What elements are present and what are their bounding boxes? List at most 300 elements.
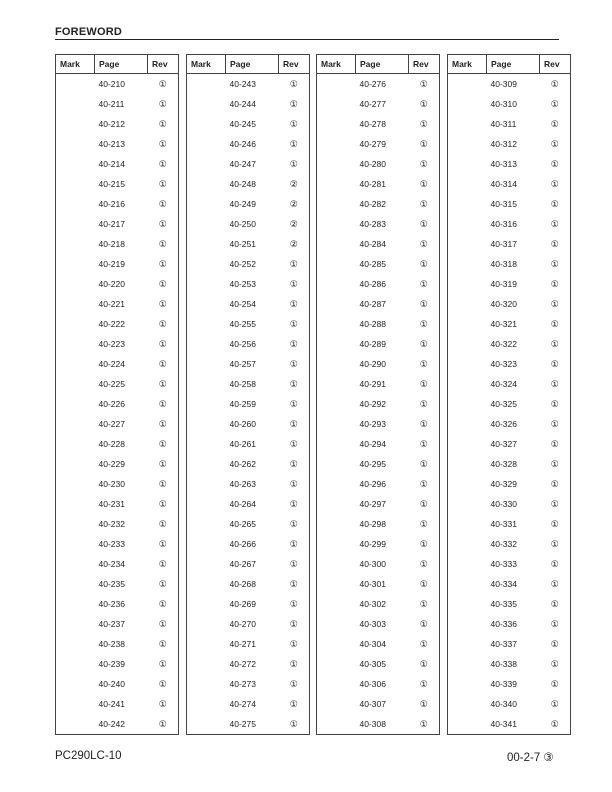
page-cell: 40-216 [98, 199, 125, 209]
page-cell: 40-320 [490, 299, 517, 309]
rev-cell: ① [540, 334, 571, 354]
mark-cell [187, 614, 226, 634]
table-row [56, 114, 179, 134]
mark-cell [317, 654, 356, 674]
rev-cell: ① [279, 714, 310, 735]
table-row [56, 394, 179, 414]
mark-cell [448, 254, 487, 274]
rev-cell: ① [148, 474, 179, 494]
mark-cell [56, 534, 95, 554]
mark-cell [317, 274, 356, 294]
table-row [187, 554, 310, 574]
footer-page-number: 00-2-7 ③ [507, 752, 554, 764]
page-cell: 40-262 [229, 459, 256, 469]
page-cell: 40-316 [490, 219, 517, 229]
page-cell: 40-323 [490, 359, 517, 369]
mark-cell [187, 274, 226, 294]
mark-cell [317, 474, 356, 494]
rev-cell: ① [540, 294, 571, 314]
table-header-row [448, 55, 571, 74]
mark-cell [187, 654, 226, 674]
table-row [317, 574, 440, 594]
mark-cell [56, 294, 95, 314]
table-row [448, 534, 571, 554]
rev-cell: ① [540, 594, 571, 614]
table-row [448, 714, 571, 735]
rev-cell: ① [540, 494, 571, 514]
rev-cell: ① [148, 714, 179, 735]
rev-cell: ① [279, 574, 310, 594]
page-cell: 40-228 [98, 439, 125, 449]
rev-cell: ① [540, 254, 571, 274]
mark-cell [448, 274, 487, 294]
rev-cell: ① [148, 154, 179, 174]
mark-cell [317, 114, 356, 134]
mark-cell [187, 494, 226, 514]
mark-cell [187, 254, 226, 274]
mark-cell [317, 374, 356, 394]
rev-cell: ① [148, 234, 179, 254]
mark-cell [56, 274, 95, 294]
table-row [56, 594, 179, 614]
mark-cell [317, 694, 356, 714]
page-cell: 40-261 [229, 439, 256, 449]
rev-cell: ① [279, 374, 310, 394]
table-row [187, 394, 310, 414]
rev-cell: ① [540, 214, 571, 234]
rev-cell: ① [540, 194, 571, 214]
table-row [448, 454, 571, 474]
mark-cell [56, 94, 95, 114]
table-row [56, 274, 179, 294]
page-cell: 40-214 [98, 159, 125, 169]
mark-cell [187, 394, 226, 414]
rev-cell: ① [148, 574, 179, 594]
table-row [56, 334, 179, 354]
page-cell: 40-289 [359, 339, 386, 349]
page-cell: 40-279 [359, 139, 386, 149]
table-row [448, 214, 571, 234]
page-cell: 40-231 [98, 499, 125, 509]
table-row [56, 654, 179, 674]
page-cell: 40-325 [490, 399, 517, 409]
mark-cell [448, 474, 487, 494]
page-cell: 40-278 [359, 119, 386, 129]
page-cell: 40-222 [98, 319, 125, 329]
rev-cell: ① [148, 454, 179, 474]
table-row [448, 194, 571, 214]
table-row [187, 234, 310, 254]
rev-cell: ① [409, 434, 440, 454]
mark-cell [448, 514, 487, 534]
rev-cell: ① [279, 134, 310, 154]
page-cell: 40-274 [229, 699, 256, 709]
mark-cell [187, 634, 226, 654]
rev-cell: ① [409, 354, 440, 374]
table-row [187, 174, 310, 194]
mark-cell [317, 254, 356, 274]
mark-cell [317, 614, 356, 634]
table-row [56, 634, 179, 654]
mark-cell [448, 214, 487, 234]
mark-cell [448, 194, 487, 214]
mark-cell [317, 134, 356, 154]
mark-cell [56, 434, 95, 454]
rev-cell: ① [540, 714, 571, 735]
rev-cell: ① [148, 494, 179, 514]
page-cell: 40-239 [98, 659, 125, 669]
mark-cell [448, 314, 487, 334]
mark-cell [317, 314, 356, 334]
page-cell: 40-226 [98, 399, 125, 409]
mark-cell [56, 234, 95, 254]
page-cell: 40-333 [490, 559, 517, 569]
rev-cell: ① [148, 594, 179, 614]
table-row [317, 554, 440, 574]
page-cell: 40-332 [490, 539, 517, 549]
page-cell: 40-328 [490, 459, 517, 469]
page-cell: 40-291 [359, 379, 386, 389]
mark-cell [187, 714, 226, 735]
rev-cell: ① [540, 354, 571, 374]
rev-cell: ① [409, 374, 440, 394]
rev-cell: ① [279, 314, 310, 334]
rev-cell: ① [540, 274, 571, 294]
rev-cell: ① [148, 294, 179, 314]
mark-cell [317, 574, 356, 594]
page-cell: 40-242 [95, 714, 148, 735]
page-cell: 40-248 [229, 179, 256, 189]
header-page: Page [226, 55, 279, 74]
header-page: Page [356, 55, 409, 74]
table-row [448, 74, 571, 95]
page-cell: 40-272 [229, 659, 256, 669]
page-cell: 40-336 [490, 619, 517, 629]
revision-table-1 [55, 54, 179, 735]
page-cell: 40-341 [487, 714, 540, 735]
mark-cell [187, 234, 226, 254]
rev-cell: ① [279, 694, 310, 714]
page-cell: 40-268 [229, 579, 256, 589]
table-row [448, 154, 571, 174]
rev-cell: ① [409, 154, 440, 174]
mark-cell [448, 674, 487, 694]
mark-cell [317, 334, 356, 354]
mark-cell [317, 454, 356, 474]
page-cell: 40-270 [229, 619, 256, 629]
rev-cell: ① [409, 514, 440, 534]
mark-cell [448, 434, 487, 454]
page-cell: 40-302 [359, 599, 386, 609]
rev-cell: ① [279, 534, 310, 554]
table-header-row [187, 55, 310, 74]
page-cell: 40-337 [490, 639, 517, 649]
rev-cell: ① [279, 654, 310, 674]
mark-cell [317, 594, 356, 614]
page-cell: 40-259 [229, 399, 256, 409]
table-row [56, 194, 179, 214]
rev-cell: ① [148, 414, 179, 434]
page-cell: 40-326 [490, 419, 517, 429]
table-row [317, 294, 440, 314]
page-cell: 40-293 [359, 419, 386, 429]
mark-cell [56, 134, 95, 154]
rev-cell: ① [409, 714, 440, 735]
rev-cell: ① [279, 434, 310, 454]
table-row [56, 254, 179, 274]
mark-cell [448, 614, 487, 634]
rev-cell: ① [148, 334, 179, 354]
mark-cell [317, 714, 356, 735]
header-mark: Mark [56, 55, 95, 74]
rev-cell: ① [409, 334, 440, 354]
mark-cell [56, 674, 95, 694]
rev-cell: ① [409, 234, 440, 254]
page-cell: 40-237 [98, 619, 125, 629]
mark-cell [448, 654, 487, 674]
table-row [56, 354, 179, 374]
page-cell: 40-288 [359, 319, 386, 329]
table-row [187, 634, 310, 654]
page-cell: 40-315 [490, 199, 517, 209]
table-row [448, 274, 571, 294]
footer-model: PC290LC-10 [55, 750, 122, 762]
rev-cell: ① [409, 74, 440, 95]
page-cell: 40-221 [98, 299, 125, 309]
page-cell: 40-213 [98, 139, 125, 149]
mark-cell [56, 334, 95, 354]
table-row [317, 194, 440, 214]
table-row [448, 374, 571, 394]
page-cell: 40-260 [229, 419, 256, 429]
table-row [317, 454, 440, 474]
mark-cell [56, 614, 95, 634]
table-row [317, 634, 440, 654]
rev-cell: ① [409, 554, 440, 574]
mark-cell [56, 594, 95, 614]
table-row [448, 594, 571, 614]
mark-cell [448, 234, 487, 254]
mark-cell [56, 254, 95, 274]
table-row [187, 214, 310, 234]
page-cell: 40-277 [359, 99, 386, 109]
table-row [448, 314, 571, 334]
rev-cell: ① [540, 474, 571, 494]
rev-cell: ① [540, 634, 571, 654]
table-row [448, 294, 571, 314]
page-cell: 40-244 [229, 99, 256, 109]
mark-cell [448, 714, 487, 735]
mark-cell [187, 354, 226, 374]
table-row [56, 314, 179, 334]
table-row [448, 254, 571, 274]
page-cell: 40-251 [229, 239, 256, 249]
table-row [317, 154, 440, 174]
rev-cell: ① [279, 94, 310, 114]
table-row [317, 374, 440, 394]
table-row [448, 674, 571, 694]
header-mark: Mark [317, 55, 356, 74]
table-row [187, 254, 310, 274]
page-cell: 40-327 [490, 439, 517, 449]
page-cell: 40-334 [490, 579, 517, 589]
table-row [187, 454, 310, 474]
table-row [187, 694, 310, 714]
rev-cell: ① [279, 674, 310, 694]
page-cell: 40-338 [490, 659, 517, 669]
page-cell: 40-318 [490, 259, 517, 269]
page-cell: 40-280 [359, 159, 386, 169]
mark-cell [317, 234, 356, 254]
mark-cell [187, 154, 226, 174]
header-mark: Mark [448, 55, 487, 74]
mark-cell [317, 294, 356, 314]
table-row [448, 514, 571, 534]
rev-cell: ① [409, 474, 440, 494]
mark-cell [56, 394, 95, 414]
table-row [187, 374, 310, 394]
page-cell: 40-304 [359, 639, 386, 649]
mark-cell [56, 454, 95, 474]
table-row [448, 434, 571, 454]
page-cell: 40-252 [229, 259, 256, 269]
table-row [187, 134, 310, 154]
page-cell: 40-218 [98, 239, 125, 249]
table-row [56, 174, 179, 194]
table-row [56, 214, 179, 234]
table-row [317, 174, 440, 194]
table-row [317, 714, 440, 735]
table-row [448, 634, 571, 654]
mark-cell [448, 594, 487, 614]
page-cell: 40-340 [490, 699, 517, 709]
page-cell: 40-212 [98, 119, 125, 129]
table-row [317, 674, 440, 694]
table-row [187, 654, 310, 674]
table-row [317, 134, 440, 154]
page-cell: 40-312 [490, 139, 517, 149]
page-cell: 40-249 [229, 199, 256, 209]
table-row [317, 114, 440, 134]
page-cell: 40-256 [229, 339, 256, 349]
table-row [448, 354, 571, 374]
rev-cell: ① [279, 274, 310, 294]
page-cell: 40-305 [359, 659, 386, 669]
rev-cell: ① [148, 354, 179, 374]
header-mark: Mark [187, 55, 226, 74]
rev-cell: ① [409, 94, 440, 114]
mark-cell [56, 414, 95, 434]
mark-cell [448, 574, 487, 594]
page-cell: 40-298 [359, 519, 386, 529]
rev-cell: ① [279, 354, 310, 374]
page-cell: 40-275 [226, 714, 279, 735]
rev-cell: ① [540, 314, 571, 334]
rev-cell: ① [540, 674, 571, 694]
page-cell: 40-292 [359, 399, 386, 409]
page-cell: 40-301 [359, 579, 386, 589]
rev-cell: ① [409, 294, 440, 314]
table-header-row [56, 55, 179, 74]
page-cell: 40-307 [359, 699, 386, 709]
page-cell: 40-266 [229, 539, 256, 549]
rev-cell: ① [279, 614, 310, 634]
table-row [187, 334, 310, 354]
page-title: FOREWORD [55, 26, 122, 38]
rev-cell: ① [409, 534, 440, 554]
page-cell: 40-285 [359, 259, 386, 269]
rev-cell: ① [279, 414, 310, 434]
table-row [317, 234, 440, 254]
mark-cell [56, 574, 95, 594]
mark-cell [56, 174, 95, 194]
table-row [448, 494, 571, 514]
rev-cell: ① [540, 114, 571, 134]
page-cell: 40-234 [98, 559, 125, 569]
page-cell: 40-224 [98, 359, 125, 369]
table-row [187, 614, 310, 634]
mark-cell [448, 354, 487, 374]
rev-cell: ① [148, 74, 179, 95]
mark-cell [187, 534, 226, 554]
rev-cell: ① [409, 214, 440, 234]
table-row [56, 134, 179, 154]
mark-cell [187, 674, 226, 694]
rev-cell: ① [540, 454, 571, 474]
table-row [317, 214, 440, 234]
table-row [317, 254, 440, 274]
table-row [187, 94, 310, 114]
mark-cell [448, 454, 487, 474]
mark-cell [56, 374, 95, 394]
table-row [448, 414, 571, 434]
page-cell: 40-233 [98, 539, 125, 549]
mark-cell [448, 174, 487, 194]
header-rev: Rev [409, 55, 440, 74]
mark-cell [56, 514, 95, 534]
page-cell: 40-300 [359, 559, 386, 569]
rev-cell: ① [279, 74, 310, 95]
table-row [56, 514, 179, 534]
table-row [187, 114, 310, 134]
page-cell: 40-211 [98, 99, 125, 109]
page-cell: 40-241 [98, 699, 125, 709]
rev-cell: ① [409, 494, 440, 514]
page-cell: 40-310 [490, 99, 517, 109]
table-row [448, 134, 571, 154]
page-cell: 40-253 [229, 279, 256, 289]
table-row [317, 334, 440, 354]
page-cell: 40-319 [490, 279, 517, 289]
page-cell: 40-273 [229, 679, 256, 689]
rev-cell: ① [540, 614, 571, 634]
table-row [317, 514, 440, 534]
rev-cell: ① [409, 654, 440, 674]
page-cell: 40-331 [490, 519, 517, 529]
mark-cell [56, 714, 95, 735]
page-cell: 40-247 [229, 159, 256, 169]
rev-cell: ① [540, 374, 571, 394]
page-cell: 40-229 [98, 459, 125, 469]
rev-cell: ② [279, 194, 310, 214]
rev-cell: ① [148, 274, 179, 294]
page-cell: 40-311 [490, 119, 517, 129]
page-cell: 40-263 [229, 479, 256, 489]
table-row [187, 714, 310, 735]
rev-cell: ① [148, 634, 179, 654]
page-cell: 40-314 [490, 179, 517, 189]
page-cell: 40-236 [98, 599, 125, 609]
